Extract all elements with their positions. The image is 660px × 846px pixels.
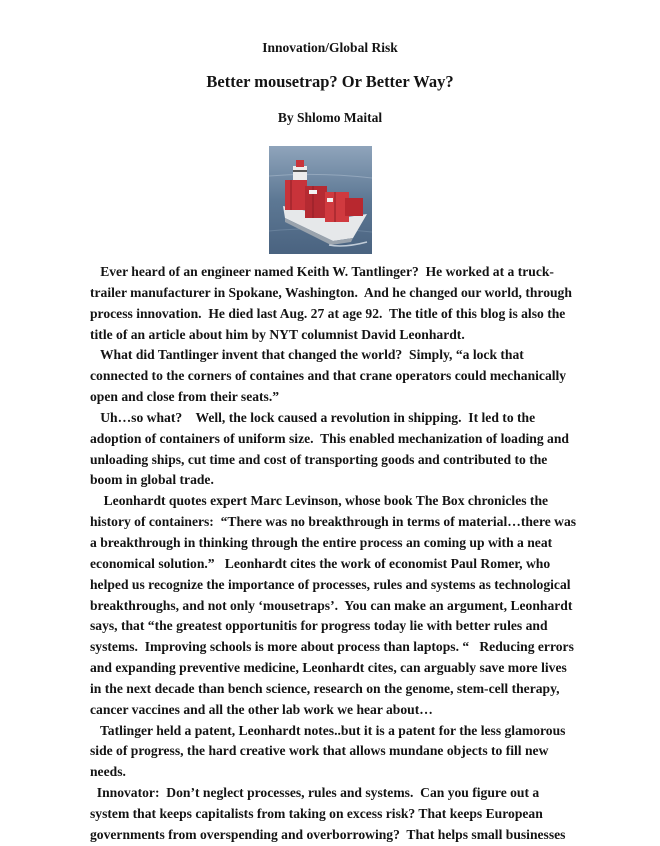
category-heading: Innovation/Global Risk	[262, 40, 398, 55]
body-text-line: trailer manufacturer in Spokane, Washington. And he changed our world, through	[90, 284, 572, 300]
body-text-line: connected to the corners of containes and that crane operators could mechanically	[90, 368, 567, 384]
body-text-line: process innovation. He died last Aug. 27 at age 92. The title of this blog is also the	[90, 305, 566, 321]
body-text-line: systems. Improving schools is more about process than laptops. “ Reducing errors	[90, 639, 574, 655]
body-text-line: Uh…so what? Well, the lock caused a revolution in shipping. It led to the	[90, 409, 536, 425]
article-title: Better mousetrap? Or Better Way?	[206, 72, 454, 91]
body-text-line: side of progress, the hard creative work that allows mundane objects to fill new	[90, 743, 549, 759]
body-text-line: says, that “the greatest opportunitis for progress today lie with better rules and	[90, 618, 548, 634]
container-ship-photo	[269, 146, 372, 254]
article-body	[90, 262, 580, 846]
container-ship-illustration	[269, 146, 372, 254]
body-text-line: open and close from their seats.”	[90, 389, 280, 405]
body-text-line: in the next decade than bench science, research on the genome, stem-cell therapy,	[90, 680, 560, 696]
body-text-line: needs.	[90, 764, 126, 780]
body-text-line: and expanding preventive medicine, Leonhardt cites, can arguably save more lives	[90, 660, 567, 676]
body-text-line: economical solution.” Leonhardt cites the work of economist Paul Romer, who	[90, 555, 551, 571]
body-text-line: What did Tantlinger invent that changed the world? Simply, “a lock that	[90, 347, 524, 363]
body-text-line: system that keeps capitalists from taking on excess risk? That keeps European	[90, 805, 543, 821]
body-text-line: adoption of containers of uniform size. This enabled mechanization of loading and	[90, 430, 569, 446]
body-text-line: breakthroughs, and not only ‘mousetraps’. You can make an argument, Leonhardt	[90, 597, 573, 613]
containers	[285, 180, 307, 210]
body-text-line: Leonhardt quotes expert Marc Levinson, whose book The Box chronicles the	[90, 493, 549, 509]
body-text-line: helped us recognize the importance of processes, rules and systems as technological	[90, 576, 571, 592]
byline: By Shlomo Maital	[277, 110, 383, 125]
body-text-line: Tatlinger held a patent, Leonhardt notes..but it is a patent for the less glamorous	[90, 722, 566, 738]
body-text-line: title of an article about him by NYT columnist David Leonhardt.	[90, 326, 465, 342]
body-text-line: cancer vaccines and all the other lab work we hear about…	[90, 701, 433, 717]
body-text-line: history of containers: “There was no breakthrough in terms of material…there was	[90, 514, 577, 530]
body-text-line: Ever heard of an engineer named Keith W. Tantlinger? He worked at a truck-	[90, 264, 554, 279]
body-text-line: unloading ships, cut time and cost of transporting goods and contributed to the	[90, 451, 548, 467]
body-text-line: a breakthrough in thinking through the entire process an coming up with a neat	[90, 534, 553, 550]
ship-bridge	[293, 166, 307, 180]
body-text-line: boom in global trade.	[90, 472, 214, 488]
body-text-line: Innovator: Don’t neglect processes, rules and systems. Can you figure out a	[90, 785, 540, 801]
body-text-line: governments from overspending and overborrowing? That helps small businesses	[90, 826, 566, 842]
